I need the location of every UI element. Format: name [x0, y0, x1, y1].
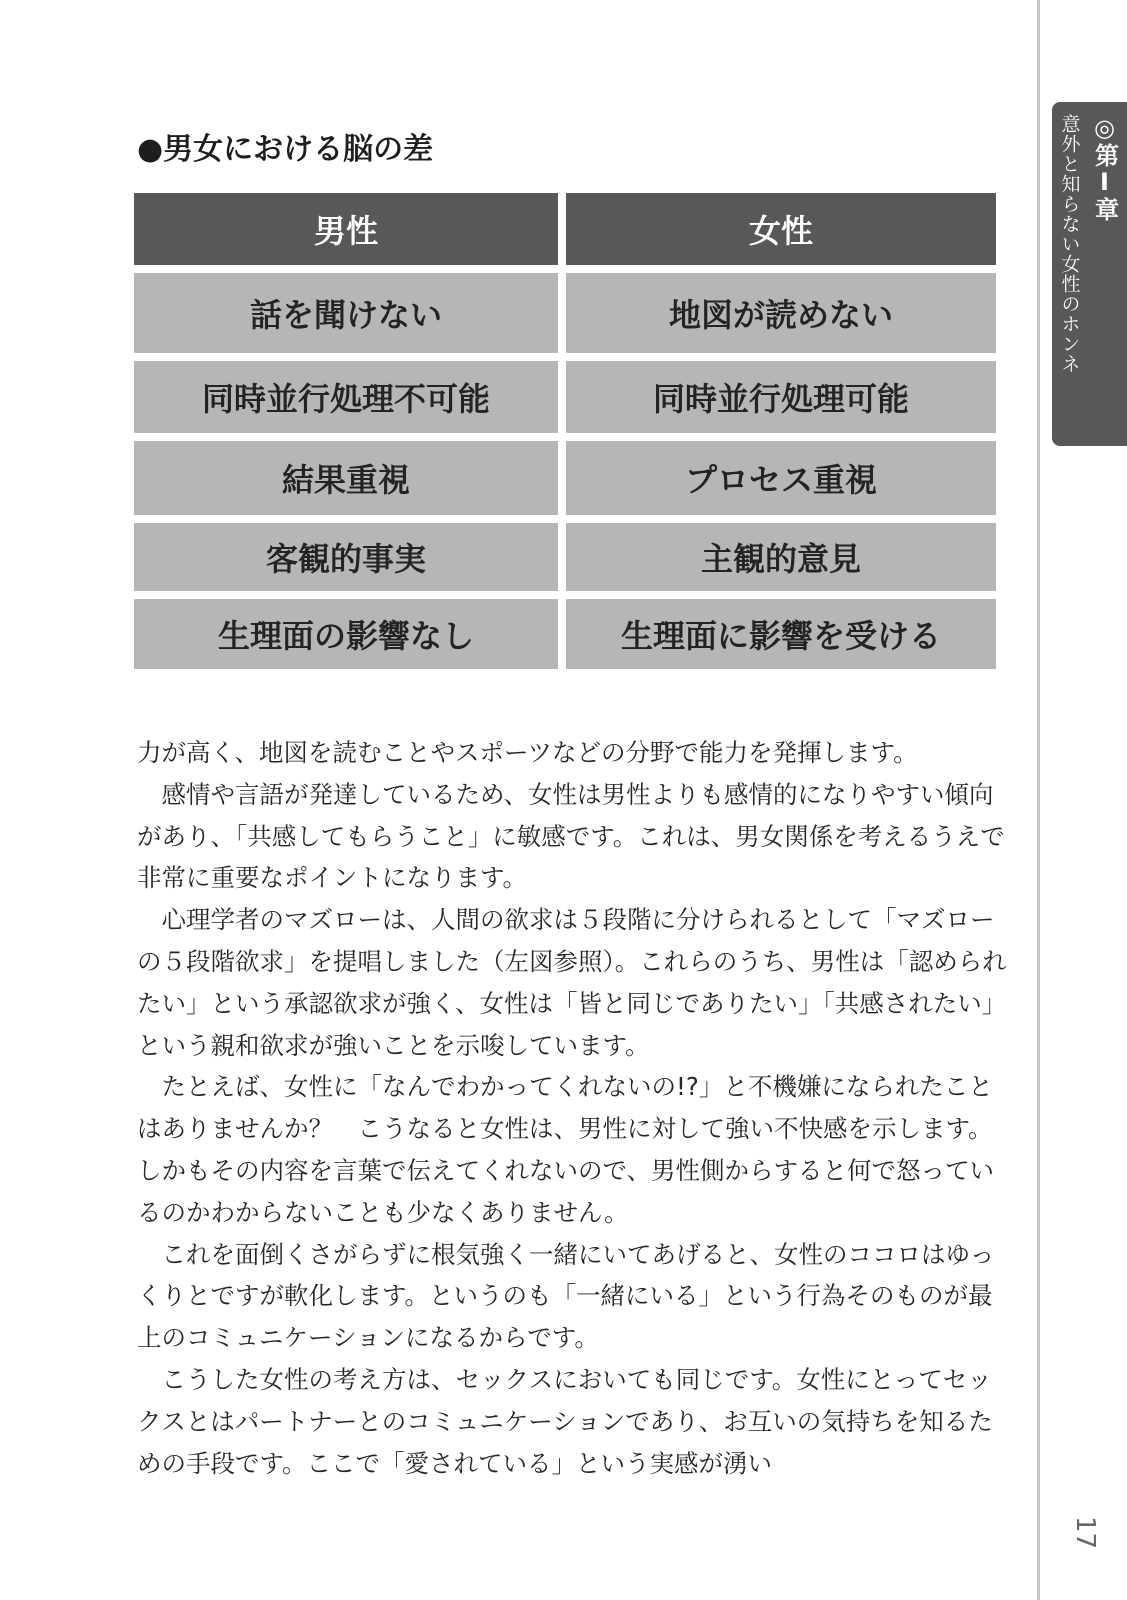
paragraph: これを面倒くさがらずに根気強く一緒にいてあげると、女性のココロはゆっくりとですが軟化します。というのも「一緒にいる」という行為そのものが最上のコミュニケーションになるからです。 [137, 1239, 995, 1353]
paragraph: こうした女性の考え方は、セックスにおいても同じです。女性にとってセックスとはパートナーとのコミュニケーションであり、お互いの気持ちを知るための手段です。ここで「愛されている」という実感が湧い [137, 1364, 993, 1478]
table-header-row [134, 193, 996, 265]
table-cell-female: 生理面に影響を受ける [566, 599, 996, 669]
table-cell-male: 生理面の影響なし [134, 599, 558, 669]
comparison-table [134, 193, 996, 677]
table-cell-male: 同時並行処理不可能 [134, 361, 558, 433]
paragraph: 感情や言語が発達しているため、女性は男性よりも感情的になりやすい傾向があり、「共感してもらうこと」に敏感です。これは、男女関係を考えるうえで非常に重要なポイントになります。 [137, 779, 1005, 893]
table-cell-male: 話を聞けない [134, 273, 558, 353]
table-cell-female: 同時並行処理可能 [566, 361, 996, 433]
paragraph: 心理学者のマズローは、人間の欲求は５段階に分けられるとして「マズローの５段階欲求」を提唱しました（左図参照）。これらのうち、男性は「認められたい」という承認欲求が強く、女性は「皆と同じでありたい」「共感されたい」という親和欲求が強いことを示唆しています。 [137, 905, 1007, 1060]
table-cell-female: 主観的意見 [566, 523, 996, 591]
paragraph: たとえば、女性に「なんでわかってくれないの!?」と不機嫌になられたことはありませんか？ こうなると女性は、男性に対して強い不快感を示します。しかもその内容を言葉で伝えてくれないので、男性側からすると何で怒っているのかわからないことも少なくありません。 [137, 1072, 995, 1227]
table-row [134, 599, 996, 669]
table-row [134, 273, 996, 353]
chapter-label: ◎第Ⅰ章 [1090, 114, 1119, 222]
page-margin-line [1037, 0, 1040, 1600]
table-row [134, 441, 996, 515]
chapter-tab [1052, 102, 1127, 446]
table-cell-female: プロセス重視 [566, 441, 996, 515]
header-female: 女性 [566, 193, 996, 265]
table-cell-male: 客観的事実 [134, 523, 558, 591]
table-row [134, 523, 996, 591]
table-row [134, 361, 996, 433]
chapter-title: 意外と知らない女性のホンネ [1058, 114, 1081, 374]
header-male: 男性 [134, 193, 558, 265]
paragraph: 力が高く、地図を読むことやスポーツなどの分野で能力を発揮します。 [137, 738, 918, 767]
table-cell-male: 結果重視 [134, 441, 558, 515]
page-number: 17 [1070, 1516, 1100, 1550]
section-title: ●男女における脳の差 [137, 132, 434, 167]
body-text [137, 732, 1007, 1484]
table-cell-female: 地図が読めない [566, 273, 996, 353]
